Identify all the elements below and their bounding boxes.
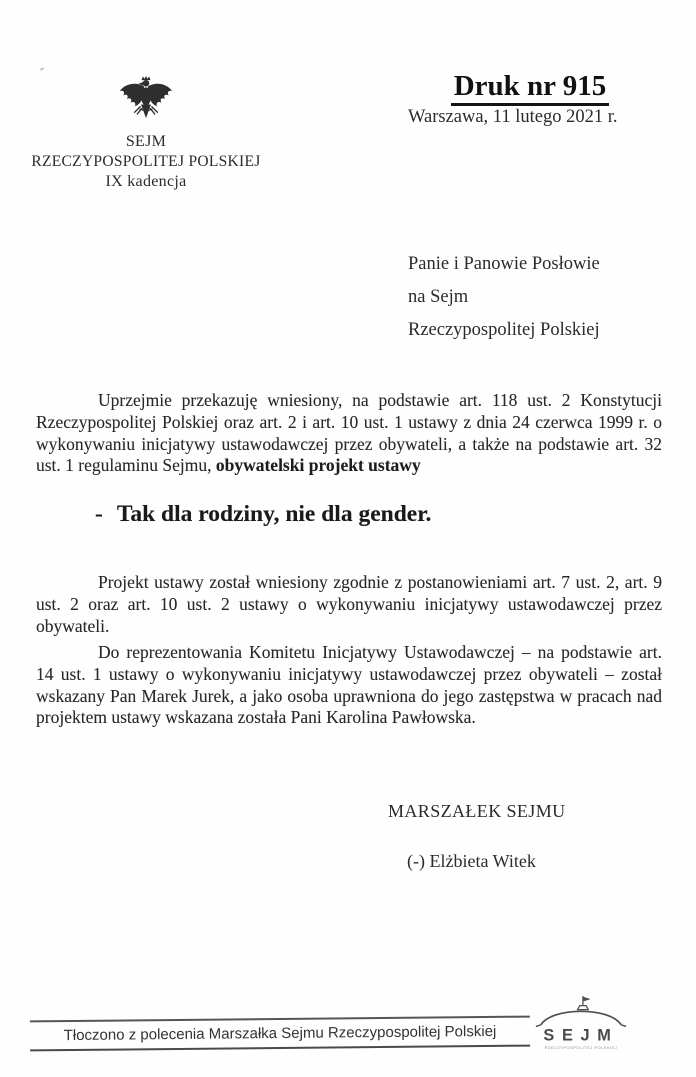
date-line: Warszawa, 11 lutego 2021 r. — [408, 107, 618, 127]
document-number — [440, 70, 620, 103]
bill-title-text: Tak dla rodziny, nie dla gender. — [116, 501, 432, 527]
signature-name: (-) Elżbieta Witek — [407, 851, 536, 871]
body-paragraph-1 — [36, 390, 662, 477]
polish-eagle-emblem-icon — [117, 74, 175, 126]
paragraph-1-bold-text: obywatelski projekt ustawy — [215, 455, 421, 476]
addressee-line-3: Rzeczypospolitej Polskiej — [408, 320, 600, 340]
bill-title-dash: - — [95, 501, 103, 527]
bill-title — [95, 501, 431, 528]
sejm-logo-text: SEJM — [543, 1026, 619, 1045]
signature-title: MARSZAŁEK SEJMU — [388, 801, 566, 821]
scan-artifact — [40, 67, 44, 71]
body-paragraph-2: Projekt ustawy został wniesiony zgodnie z postanowieniami art. 7 ust. 2, art. 9 ust. 2 oraz art. 10 ust. 2 ustawy o wykonywaniu inicjatywy ustawodawczej przez obywateli. — [36, 572, 662, 636]
letterhead-republic: RZECZYPOSPOLITEJ POLSKIEJ — [31, 153, 261, 170]
letterhead-term: IX kadencja — [105, 173, 187, 190]
sejm-logo — [533, 994, 629, 1054]
print-note-box — [30, 1016, 530, 1052]
addressee-block — [408, 248, 600, 347]
document-number-text: Druk nr 915 — [451, 70, 610, 106]
sejm-dome-icon — [533, 994, 629, 1054]
sejm-letterhead — [24, 74, 268, 192]
paragraph-1-text: Uprzejmie przekazuję wniesiony, na podstawie art. 118 ust. 2 Konstytucji Rzeczypospolitej Polskiej oraz art. 2 i art. 10 ust. 1 ustawy z dnia 24 czerwca 1999 r. o wykonywaniu inicjatywy ustawodawczej przez obywateli, a także na podstawie art. 32 ust. 1 regulaminu Sejmu, — [36, 390, 662, 476]
body-paragraph-3: Do reprezentowania Komitetu Inicjatywy Ustawodawczej – na podstawie art. 14 ust. 1 ustawy o wykonywaniu inicjatywy ustawodawczej przez obywateli – został wskazany Pan Marek Jurek, a jako osoba uprawniona do jego zastępstwa w pracach nad projektem ustawy wskazana została Pani Karolina Pawłowska. — [36, 642, 662, 728]
addressee-line-1: Panie i Panowie Posłowie — [408, 254, 600, 274]
letterhead-sejm: SEJM — [125, 133, 167, 150]
print-note-text: Tłoczono z polecenia Marszałka Sejmu Rzeczypospolitej Polskiej — [63, 1022, 497, 1045]
sejm-logo-caption: RZECZYPOSPOLITEJ POLSKIEJ — [544, 1045, 618, 1050]
addressee-line-2: na Sejm — [408, 287, 469, 307]
